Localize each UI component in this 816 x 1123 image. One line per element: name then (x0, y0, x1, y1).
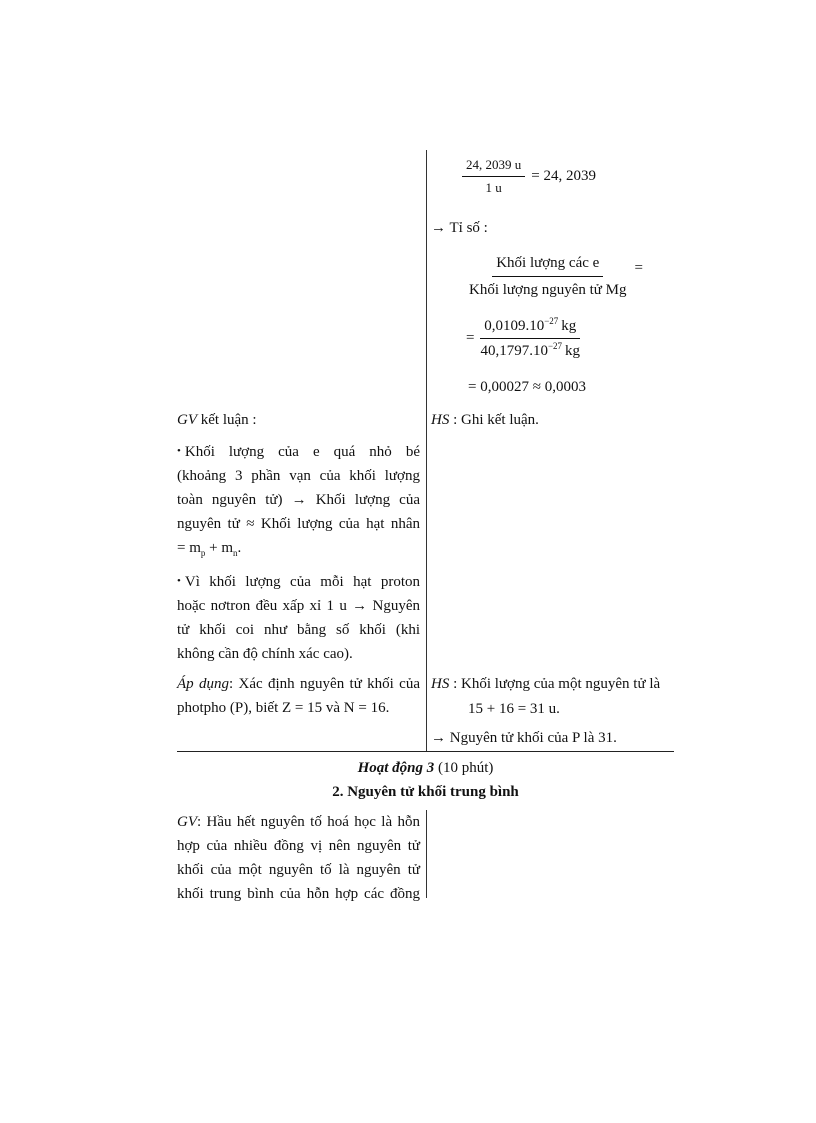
hs-calculation: 15 + 16 = 31 u. (468, 701, 560, 717)
paragraph-line: khối của một nguyên tố là nguyên tử (177, 862, 420, 878)
equation-electron-ratio (465, 253, 643, 300)
arrow-icon: → (431, 220, 446, 236)
equals-sign: = (634, 260, 643, 276)
section-rule (177, 751, 674, 752)
fraction-denominator: $40,1797.10^{-27}$ kg (480, 341, 581, 359)
fraction-u (462, 156, 525, 197)
bullet-line: nguyên tử ≈ Khối lượng của hạt nhân (177, 516, 420, 532)
bullet-line: hoặc nơtron đều xấp xỉ 1 u → Nguyên (177, 598, 420, 614)
fraction-numerator: $0,0109.10^{-27}$ kg (480, 316, 580, 339)
application-line: Áp dụng: Xác định nguyên tử khối của (177, 676, 420, 692)
bullet-line-last: = $m_p + m_n$. (177, 540, 242, 558)
application-line-last: photpho (P), biết Z = 15 và N = 16. (177, 700, 390, 716)
fraction-numerator: 24, 2039 u (462, 156, 525, 177)
hs-label: HS (431, 676, 450, 692)
gv-label: GV (177, 412, 197, 428)
arrow-icon: → (431, 730, 446, 746)
hs-answer: HS : Khối lượng của một nguyên tử là (431, 676, 661, 692)
activity-title: Hoạt động 3 (10 phút) (357, 760, 494, 776)
fraction-denominator: 1 u (485, 180, 502, 195)
bullet-line-last: không cần độ chính xác cao). (177, 646, 353, 662)
fraction-electron-mass (465, 253, 631, 300)
equation-mass-ratio (462, 156, 596, 197)
paragraph-line: hợp của nhiều đồng vị nên nguyên tử (177, 838, 420, 854)
gv-label: GV (177, 814, 197, 830)
hs-conclusion: HS : Ghi kết luận. (431, 412, 539, 428)
hs-final-answer: → Nguyên tử khối của P là 31. (431, 730, 617, 746)
bullet-icon: • (177, 575, 181, 587)
paragraph-line: GV: Hầu hết nguyên tố hoá học là hỗn (177, 814, 420, 830)
bullet-line: • Khối lượng của e quá nhỏ bé (177, 444, 420, 460)
equation-electron-values (466, 316, 584, 361)
equals-sign: = (466, 330, 475, 346)
paragraph-line: khối trung bình của hỗn hợp các đồng (177, 886, 420, 902)
bullet-line: • Vì khối lượng của mỗi hạt proton (177, 574, 420, 590)
gv-conclusion-heading: GV kết luận : (177, 412, 257, 428)
bullet-line: (khoảng 3 phần vạn của khối lượng (177, 468, 420, 484)
column-divider-top (426, 150, 427, 751)
bullet-line: tử khối coi như bằng số khối (khi (177, 622, 420, 638)
equation-result: = 24, 2039 (531, 168, 596, 184)
section-heading: 2. Nguyên tử khối trung bình (332, 784, 519, 800)
hs-label: HS (431, 412, 450, 428)
fraction-numerator: Khối lượng các e (492, 253, 603, 277)
fraction-denominator: Khối lượng nguyên tử Mg (469, 282, 627, 298)
bullet-line: toàn nguyên tử) → Khối lượng của (177, 492, 420, 508)
equation-approximation: = 0,00027 ≈ 0,0003 (468, 379, 586, 395)
fraction-values (476, 316, 584, 361)
ratio-label: Tỉ số : (449, 220, 488, 236)
ratio-label-line (431, 216, 488, 240)
column-divider-bottom (426, 810, 427, 898)
application-label: Áp dụng (177, 676, 230, 692)
bullet-icon: • (177, 445, 181, 457)
